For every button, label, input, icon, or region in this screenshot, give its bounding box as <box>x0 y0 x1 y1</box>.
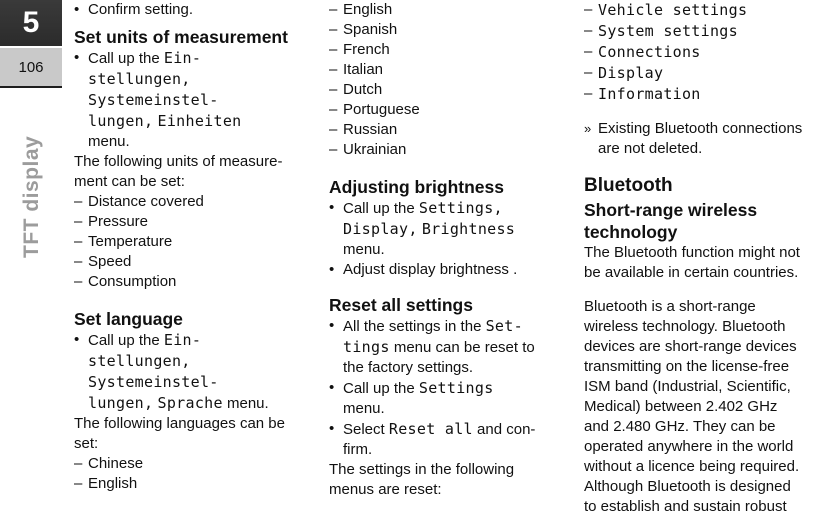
menu-path: Set- <box>485 317 523 335</box>
menu-path: Settings <box>418 379 494 397</box>
list-item: – French <box>329 40 569 60</box>
column-1: • Confirm setting. Set units of measurement • Call up the Ein- stellungen, Systemeinstel- lungen, Einheiten menu. The following units of measure- ment can be set: – Distance covered – Pressure – Temperature – Speed – Consumption Set language • Call up the Ein- stellungen, Systemeinstel- lungen, Sprache menu. The following languages can be set: – Chinese – English <box>74 0 312 494</box>
list-item: – Distance covered <box>74 192 312 212</box>
subheading-bluetooth: Short-range wireless <box>584 200 758 220</box>
units-step: • Call up the Ein- <box>74 48 312 69</box>
list-item: – Pressure <box>74 212 312 232</box>
column-3: – Vehicle settings – System settings – Connections – Display – Information » Existing Bluetooth connections are not deleted. Bluetooth Short-range wireless technology The Bluetooth function might not be available in certain countries. Bluetooth is a short-range wireless technology. Bluetooth devices are short-range devices transmitting on the license-free ISM band (Industrial, Scientific, Medical) between 2.402 GHz and 2.480 GHz. They can be operated anywhere in the world without a licence being required. Although Bluetooth is designed to establish and sustain robust <box>584 0 820 517</box>
body-line: to establish and sustain robust <box>584 498 787 515</box>
availability-note: The Bluetooth function might not <box>584 244 800 261</box>
list-item: – English <box>329 0 569 20</box>
body-line: Although Bluetooth is designed <box>584 478 791 495</box>
heading-bluetooth: Bluetooth <box>584 175 673 196</box>
heading-reset: Reset all settings <box>329 295 473 315</box>
list-item: – Consumption <box>74 272 312 292</box>
heading-language: Set language <box>74 309 183 329</box>
heading-brightness: Adjusting brightness <box>329 177 504 197</box>
list-item: – English <box>74 474 312 494</box>
body-line: without a licence being required. <box>584 458 800 475</box>
list-item: – Temperature <box>74 232 312 252</box>
page-number: 106 <box>0 46 62 86</box>
body-line: and 2.480 GHz. They can be <box>584 418 776 435</box>
brightness-step: • Call up the Settings, <box>329 198 569 219</box>
list-item: – Vehicle settings <box>584 0 820 21</box>
body-line: Bluetooth is a short-range <box>584 298 756 315</box>
list-item: – System settings <box>584 21 820 42</box>
body-line: devices are short-range devices <box>584 338 797 355</box>
list-item: – Ukrainian <box>329 140 569 160</box>
menu-path: Ein- <box>163 331 202 349</box>
list-item: – Information <box>584 84 820 105</box>
section-tab: TFT display <box>20 135 43 258</box>
list-item: – Russian <box>329 120 569 140</box>
page-sidebar <box>0 0 62 508</box>
menu-path: Reset all <box>388 420 473 438</box>
column-2: – English – Spanish – French – Italian – Dutch – Portuguese – Russian – Ukrainian Adjusting brightness • Call up the Settings, Display, Brightness menu. • Adjust display brightness . Reset all settings • All the settings in the Set- tings menu can be reset to the factory settings. • Call up the Settings menu. • Select Reset all and con- firm. The settings in the following menus are reset: <box>329 0 569 500</box>
body-line: wireless technology. Bluetooth <box>584 318 786 335</box>
body-line: operated anywhere in the world <box>584 438 794 455</box>
select-step: • Select Reset all and con- <box>329 419 569 440</box>
body-line: Medical) between 2.402 GHz <box>584 398 778 415</box>
heading-units: Set units of measurement <box>74 27 288 47</box>
note: » Existing Bluetooth connections <box>584 119 820 139</box>
menu-path: Settings, <box>418 199 503 217</box>
language-intro: The following languages can be <box>74 415 285 432</box>
language-step: • Call up the Ein- <box>74 330 312 351</box>
body-line: ISM band (Industrial, Scientific, <box>584 378 791 395</box>
list-item: – Chinese <box>74 454 312 474</box>
reset-info: • All the settings in the Set- <box>329 316 569 337</box>
list-item: – Display <box>584 63 820 84</box>
menu-path: Ein- <box>163 49 202 67</box>
units-intro: The following units of measure- <box>74 153 283 170</box>
chapter-number: 5 <box>22 6 40 39</box>
reset-intro: The settings in the following <box>329 461 515 478</box>
list-item: – Connections <box>584 42 820 63</box>
list-item: – Spanish <box>329 20 569 40</box>
list-item: – Portuguese <box>329 100 569 120</box>
list-item: – Italian <box>329 60 569 80</box>
body-line: transmitting on the license-free <box>584 358 790 375</box>
adjust-step: • Adjust display brightness . <box>329 260 569 280</box>
reset-call-step: • Call up the Settings <box>329 378 569 399</box>
chapter-marker <box>0 0 62 88</box>
confirm-step: • Confirm setting. <box>74 0 312 20</box>
list-item: – Dutch <box>329 80 569 100</box>
list-item: – Speed <box>74 252 312 272</box>
